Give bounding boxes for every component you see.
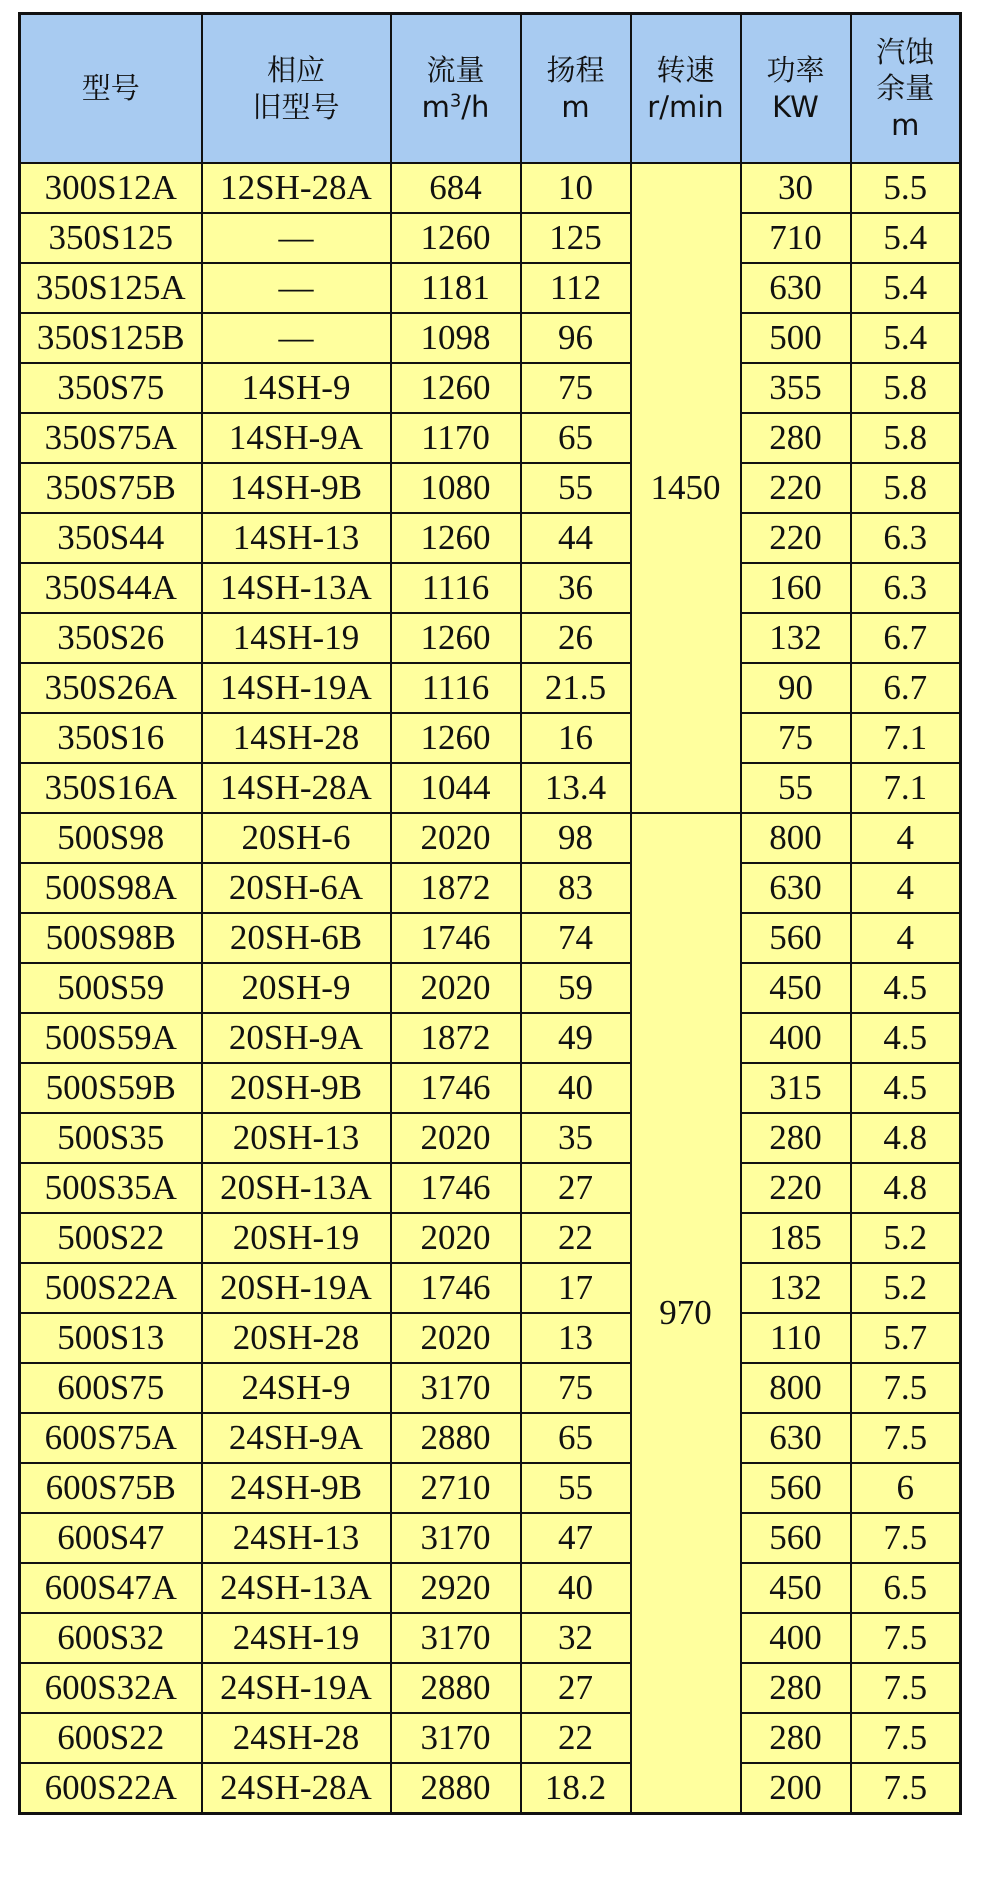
cell-head: 125 — [521, 213, 631, 263]
cell-npsh: 7.5 — [851, 1513, 961, 1563]
cell-flow: 1116 — [391, 563, 521, 613]
cell-old-model: 24SH-13 — [202, 1513, 391, 1563]
cell-flow: 684 — [391, 163, 521, 213]
header-model-label: 型号 — [81, 71, 140, 106]
cell-model: 350S125A — [20, 263, 202, 313]
cell-npsh: 5.5 — [851, 163, 961, 213]
cell-old-model: 20SH-6B — [202, 913, 391, 963]
cell-model: 500S35A — [20, 1163, 202, 1213]
cell-power: 280 — [741, 1713, 851, 1763]
table-row — [20, 713, 961, 763]
table-row — [20, 1613, 961, 1663]
cell-npsh: 4.8 — [851, 1113, 961, 1163]
cell-head: 83 — [521, 863, 631, 913]
cell-power: 280 — [741, 1663, 851, 1713]
cell-head: 65 — [521, 1413, 631, 1463]
cell-npsh: 4 — [851, 813, 961, 863]
cell-head: 74 — [521, 913, 631, 963]
cell-flow: 1116 — [391, 663, 521, 713]
cell-power: 630 — [741, 863, 851, 913]
cell-old-model: 24SH-9B — [202, 1463, 391, 1513]
cell-head: 40 — [521, 1063, 631, 1113]
table-row — [20, 1713, 961, 1763]
cell-power: 90 — [741, 663, 851, 713]
cell-npsh: 7.5 — [851, 1663, 961, 1713]
cell-power: 55 — [741, 763, 851, 813]
cell-power: 200 — [741, 1763, 851, 1814]
table-row — [20, 1013, 961, 1063]
header-old-model-line-1: 相应 — [266, 53, 325, 88]
cell-old-model: 14SH-9A — [202, 413, 391, 463]
cell-old-model: 20SH-13 — [202, 1113, 391, 1163]
header-npsh — [851, 14, 961, 164]
cell-npsh: 5.8 — [851, 363, 961, 413]
cell-flow: 2020 — [391, 1113, 521, 1163]
cell-power: 132 — [741, 1263, 851, 1313]
cell-flow: 2020 — [391, 963, 521, 1013]
cell-flow: 1080 — [391, 463, 521, 513]
table-row — [20, 1263, 961, 1313]
cell-flow: 2710 — [391, 1463, 521, 1513]
table-row — [20, 763, 961, 813]
cell-old-model: 24SH-19A — [202, 1663, 391, 1713]
cell-model: 300S12A — [20, 163, 202, 213]
table-row — [20, 1063, 961, 1113]
header-row — [20, 14, 961, 164]
cell-old-model: 14SH-28A — [202, 763, 391, 813]
cell-flow: 1872 — [391, 863, 521, 913]
cell-power: 280 — [741, 413, 851, 463]
cell-npsh: 7.5 — [851, 1613, 961, 1663]
cell-old-model: 24SH-9A — [202, 1413, 391, 1463]
cell-power: 560 — [741, 913, 851, 963]
header-power-label: 功率 — [766, 53, 825, 88]
table-row — [20, 1563, 961, 1613]
cell-model: 500S59 — [20, 963, 202, 1013]
table-row — [20, 1163, 961, 1213]
cell-power: 560 — [741, 1513, 851, 1563]
table-row — [20, 163, 961, 213]
cell-npsh: 4.5 — [851, 1063, 961, 1113]
cell-head: 44 — [521, 513, 631, 563]
table-row — [20, 663, 961, 713]
header-speed-label: 转速 — [656, 53, 715, 88]
header-head-unit: m — [561, 89, 590, 124]
table-row — [20, 1513, 961, 1563]
cell-model: 600S75 — [20, 1363, 202, 1413]
cell-head: 21.5 — [521, 663, 631, 713]
table-row — [20, 913, 961, 963]
cell-power: 355 — [741, 363, 851, 413]
cell-npsh: 7.5 — [851, 1363, 961, 1413]
cell-flow: 2020 — [391, 1313, 521, 1363]
cell-old-model: — — [202, 263, 391, 313]
cell-npsh: 5.8 — [851, 413, 961, 463]
cell-old-model: 24SH-13A — [202, 1563, 391, 1613]
cell-model: 600S75A — [20, 1413, 202, 1463]
cell-power: 630 — [741, 1413, 851, 1463]
table-row — [20, 263, 961, 313]
cell-power: 220 — [741, 463, 851, 513]
pump-spec-table — [18, 12, 962, 1815]
header-speed-unit: r/min — [647, 89, 724, 124]
cell-model: 500S98 — [20, 813, 202, 863]
table-row — [20, 613, 961, 663]
cell-old-model: 24SH-19 — [202, 1613, 391, 1663]
cell-head: 75 — [521, 363, 631, 413]
cell-model: 600S22A — [20, 1763, 202, 1814]
cell-old-model: 14SH-9 — [202, 363, 391, 413]
cell-old-model: 20SH-9 — [202, 963, 391, 1013]
cell-old-model: 14SH-13A — [202, 563, 391, 613]
cell-old-model: 24SH-28 — [202, 1713, 391, 1763]
cell-flow: 1746 — [391, 1263, 521, 1313]
cell-head: 18.2 — [521, 1763, 631, 1814]
cell-old-model: 20SH-19A — [202, 1263, 391, 1313]
header-npsh-line-2: 余量 — [876, 71, 935, 106]
cell-flow: 1746 — [391, 913, 521, 963]
table-row — [20, 1463, 961, 1513]
cell-old-model: 12SH-28A — [202, 163, 391, 213]
header-old-model-line-2: 旧型号 — [252, 89, 340, 124]
cell-power: 630 — [741, 263, 851, 313]
cell-npsh: 7.1 — [851, 763, 961, 813]
cell-head: 40 — [521, 1563, 631, 1613]
cell-model: 500S59A — [20, 1013, 202, 1063]
cell-flow: 2880 — [391, 1763, 521, 1814]
cell-model: 350S125B — [20, 313, 202, 363]
cell-head: 65 — [521, 413, 631, 463]
cell-npsh: 7.5 — [851, 1413, 961, 1463]
cell-head: 22 — [521, 1213, 631, 1263]
cell-power: 280 — [741, 1113, 851, 1163]
cell-power: 220 — [741, 513, 851, 563]
table-row — [20, 513, 961, 563]
cell-npsh: 5.7 — [851, 1313, 961, 1363]
cell-model: 350S125 — [20, 213, 202, 263]
cell-power: 450 — [741, 1563, 851, 1613]
cell-model: 600S22 — [20, 1713, 202, 1763]
cell-flow: 1260 — [391, 513, 521, 563]
cell-model: 600S32 — [20, 1613, 202, 1663]
table-row — [20, 213, 961, 263]
table-row — [20, 463, 961, 513]
header-head-label: 扬程 — [546, 53, 605, 88]
cell-model: 350S16A — [20, 763, 202, 813]
table-row — [20, 1763, 961, 1814]
cell-power: 560 — [741, 1463, 851, 1513]
cell-model: 500S98B — [20, 913, 202, 963]
cell-npsh: 7.5 — [851, 1713, 961, 1763]
cell-flow: 2020 — [391, 1213, 521, 1263]
cell-flow: 1260 — [391, 213, 521, 263]
table-row — [20, 1413, 961, 1463]
header-old-model — [202, 14, 391, 164]
cell-power: 450 — [741, 963, 851, 1013]
cell-flow: 3170 — [391, 1513, 521, 1563]
cell-power: 30 — [741, 163, 851, 213]
header-flow-unit-sup: 3 — [449, 89, 462, 111]
table-row — [20, 413, 961, 463]
cell-npsh: 7.1 — [851, 713, 961, 763]
cell-flow: 1260 — [391, 713, 521, 763]
cell-head: 27 — [521, 1163, 631, 1213]
cell-flow: 1872 — [391, 1013, 521, 1063]
cell-model: 600S75B — [20, 1463, 202, 1513]
table-row — [20, 1663, 961, 1713]
cell-old-model: 20SH-6 — [202, 813, 391, 863]
cell-npsh: 5.2 — [851, 1263, 961, 1313]
cell-npsh: 5.2 — [851, 1213, 961, 1263]
table-row — [20, 1113, 961, 1163]
cell-flow: 3170 — [391, 1363, 521, 1413]
cell-head: 13.4 — [521, 763, 631, 813]
cell-head: 26 — [521, 613, 631, 663]
cell-power: 400 — [741, 1613, 851, 1663]
header-npsh-unit: m — [891, 107, 920, 142]
cell-model: 600S47 — [20, 1513, 202, 1563]
cell-head: 16 — [521, 713, 631, 763]
table-row — [20, 1363, 961, 1413]
cell-head: 17 — [521, 1263, 631, 1313]
cell-npsh: 6.7 — [851, 663, 961, 713]
header-power-unit: KW — [772, 89, 819, 124]
header-flow-unit — [392, 89, 520, 125]
header-flow-unit-tail: /h — [461, 89, 490, 124]
table-row — [20, 813, 961, 863]
cell-speed-group: 970 — [631, 813, 741, 1814]
cell-npsh: 6 — [851, 1463, 961, 1513]
header-flow-unit-base: m — [421, 89, 450, 124]
cell-old-model: — — [202, 313, 391, 363]
cell-model: 350S16 — [20, 713, 202, 763]
header-flow-label: 流量 — [426, 53, 485, 88]
cell-npsh: 5.8 — [851, 463, 961, 513]
table-header — [20, 14, 961, 164]
cell-npsh: 4.5 — [851, 963, 961, 1013]
cell-power: 315 — [741, 1063, 851, 1113]
cell-flow: 2020 — [391, 813, 521, 863]
cell-flow: 1170 — [391, 413, 521, 463]
cell-old-model: 24SH-28A — [202, 1763, 391, 1814]
cell-model: 350S75A — [20, 413, 202, 463]
cell-model: 500S13 — [20, 1313, 202, 1363]
cell-old-model: 24SH-9 — [202, 1363, 391, 1413]
table-row — [20, 963, 961, 1013]
cell-npsh: 4.5 — [851, 1013, 961, 1063]
cell-power: 400 — [741, 1013, 851, 1063]
cell-flow: 1746 — [391, 1163, 521, 1213]
cell-npsh: 4 — [851, 863, 961, 913]
cell-power: 160 — [741, 563, 851, 613]
cell-npsh: 4 — [851, 913, 961, 963]
cell-head: 96 — [521, 313, 631, 363]
cell-model: 350S26 — [20, 613, 202, 663]
header-power — [741, 14, 851, 164]
cell-flow: 2880 — [391, 1413, 521, 1463]
cell-model: 600S47A — [20, 1563, 202, 1613]
table-row — [20, 313, 961, 363]
cell-power: 500 — [741, 313, 851, 363]
cell-power: 710 — [741, 213, 851, 263]
table-body — [20, 163, 961, 1814]
cell-old-model: 14SH-19 — [202, 613, 391, 663]
cell-flow: 3170 — [391, 1613, 521, 1663]
cell-head: 55 — [521, 1463, 631, 1513]
cell-model: 350S75 — [20, 363, 202, 413]
cell-head: 13 — [521, 1313, 631, 1363]
cell-old-model: 20SH-19 — [202, 1213, 391, 1263]
cell-model: 350S44A — [20, 563, 202, 613]
table-row — [20, 563, 961, 613]
cell-head: 112 — [521, 263, 631, 313]
cell-old-model: 14SH-19A — [202, 663, 391, 713]
table-row — [20, 363, 961, 413]
cell-old-model: 20SH-9A — [202, 1013, 391, 1063]
cell-flow: 1098 — [391, 313, 521, 363]
cell-head: 59 — [521, 963, 631, 1013]
cell-old-model: 14SH-13 — [202, 513, 391, 563]
cell-npsh: 6.5 — [851, 1563, 961, 1613]
table-row — [20, 863, 961, 913]
cell-head: 36 — [521, 563, 631, 613]
cell-model: 350S26A — [20, 663, 202, 713]
table-row — [20, 1213, 961, 1263]
cell-power: 75 — [741, 713, 851, 763]
cell-head: 22 — [521, 1713, 631, 1763]
cell-flow: 2880 — [391, 1663, 521, 1713]
cell-flow: 2920 — [391, 1563, 521, 1613]
cell-npsh: 6.3 — [851, 513, 961, 563]
cell-npsh: 4.8 — [851, 1163, 961, 1213]
cell-speed-group: 1450 — [631, 163, 741, 813]
cell-model: 500S59B — [20, 1063, 202, 1113]
cell-power: 800 — [741, 1363, 851, 1413]
cell-model: 350S75B — [20, 463, 202, 513]
header-flow — [391, 14, 521, 164]
cell-power: 185 — [741, 1213, 851, 1263]
cell-old-model: — — [202, 213, 391, 263]
cell-old-model: 20SH-9B — [202, 1063, 391, 1113]
cell-head: 27 — [521, 1663, 631, 1713]
cell-old-model: 14SH-28 — [202, 713, 391, 763]
cell-flow: 1181 — [391, 263, 521, 313]
cell-flow: 1260 — [391, 613, 521, 663]
cell-head: 47 — [521, 1513, 631, 1563]
cell-flow: 1746 — [391, 1063, 521, 1113]
cell-head: 10 — [521, 163, 631, 213]
cell-npsh: 7.5 — [851, 1763, 961, 1814]
cell-head: 98 — [521, 813, 631, 863]
header-npsh-line-1: 汽蚀 — [876, 35, 935, 70]
cell-power: 110 — [741, 1313, 851, 1363]
cell-model: 500S22A — [20, 1263, 202, 1313]
cell-head: 55 — [521, 463, 631, 513]
cell-old-model: 20SH-28 — [202, 1313, 391, 1363]
cell-model: 500S35 — [20, 1113, 202, 1163]
cell-old-model: 14SH-9B — [202, 463, 391, 513]
header-head — [521, 14, 631, 164]
cell-npsh: 5.4 — [851, 263, 961, 313]
cell-model: 600S32A — [20, 1663, 202, 1713]
cell-old-model: 20SH-13A — [202, 1163, 391, 1213]
header-model — [20, 14, 202, 164]
cell-flow: 1260 — [391, 363, 521, 413]
cell-model: 350S44 — [20, 513, 202, 563]
cell-npsh: 5.4 — [851, 213, 961, 263]
cell-power: 132 — [741, 613, 851, 663]
cell-npsh: 5.4 — [851, 313, 961, 363]
cell-head: 32 — [521, 1613, 631, 1663]
cell-npsh: 6.7 — [851, 613, 961, 663]
cell-head: 75 — [521, 1363, 631, 1413]
cell-old-model: 20SH-6A — [202, 863, 391, 913]
cell-head: 35 — [521, 1113, 631, 1163]
cell-model: 500S22 — [20, 1213, 202, 1263]
header-speed — [631, 14, 741, 164]
cell-model: 500S98A — [20, 863, 202, 913]
cell-power: 800 — [741, 813, 851, 863]
table-row — [20, 1313, 961, 1363]
cell-npsh: 6.3 — [851, 563, 961, 613]
cell-flow: 3170 — [391, 1713, 521, 1763]
cell-power: 220 — [741, 1163, 851, 1213]
cell-head: 49 — [521, 1013, 631, 1063]
cell-flow: 1044 — [391, 763, 521, 813]
